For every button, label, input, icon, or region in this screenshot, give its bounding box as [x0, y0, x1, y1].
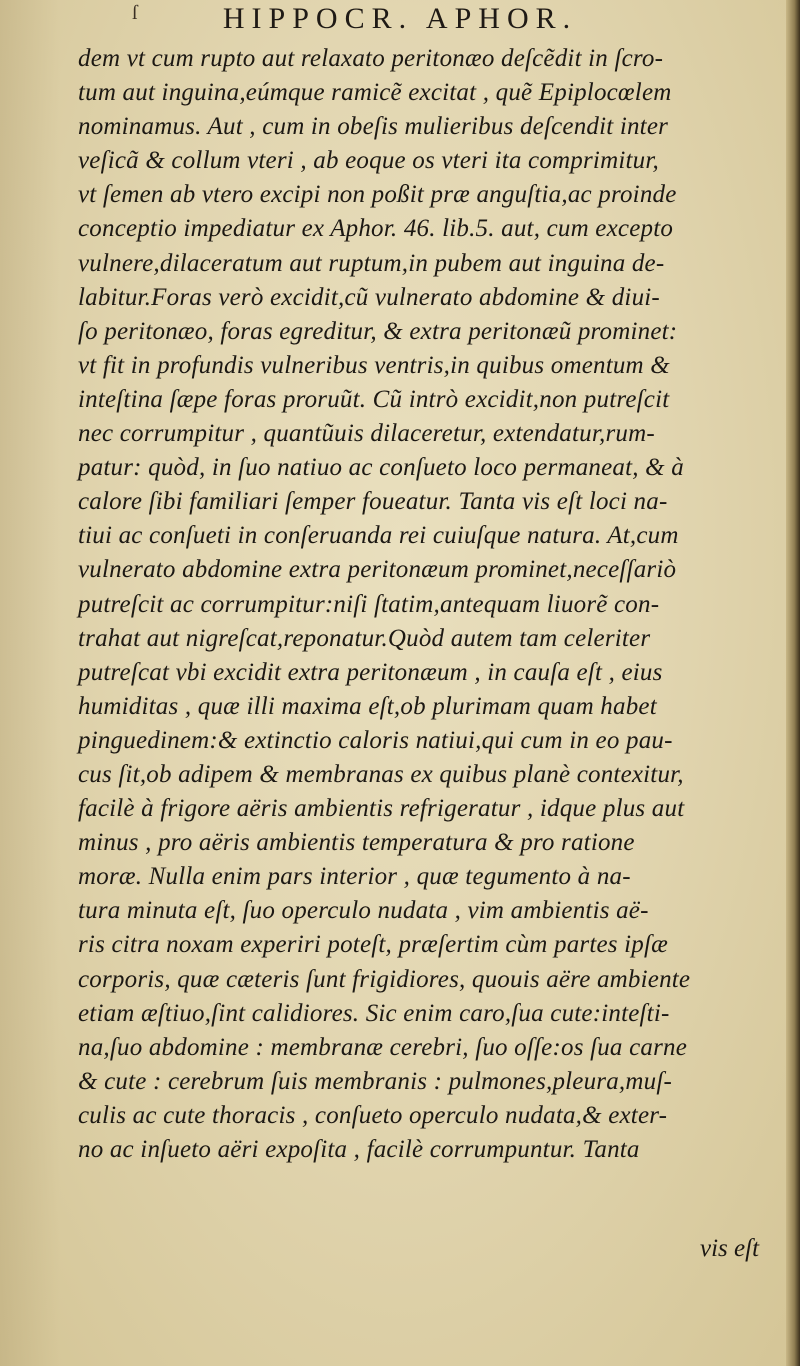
text-line: putreſcit ac corrumpitur:niſi ſtatim,antequam liuorẽ con- — [78, 590, 660, 618]
text-line: humiditas , quæ illi maxima eſt,ob plurimam quam habet — [78, 692, 657, 720]
catchword: vis eſt — [700, 1235, 760, 1262]
text-line: inteſtina ſæpe foras proruũt. Cũ intrò excidit,non putreſcit — [78, 385, 670, 413]
text-line: tiui ac conſueti in conſeruanda rei cuiuſque natura. At,cum — [78, 522, 679, 550]
text-line: vulnere,dilaceratum aut ruptum,in pubem aut inguina de- — [78, 249, 665, 277]
text-line: ris citra noxam experiri poteſt, præſertim cùm partes ipſæ — [78, 931, 669, 959]
text-line: trahat aut nigreſcat,reponatur.Quòd autem tam celeriter — [78, 624, 651, 652]
text-line: dem vt cum rupto aut relaxato peritonæo deſcẽdit in ſcro- — [78, 45, 664, 72]
text-line: ſo peritonæo, foras egreditur, & extra peritonæũ prominet: — [78, 317, 678, 345]
text-line: moræ. Nulla enim pars interior , quæ tegumento à na- — [78, 863, 631, 891]
text-line: vt fit in profundis vulneribus ventris,in quibus omentum & — [78, 351, 670, 379]
text-line: tura minuta eſt, ſuo operculo nudata , vim ambientis aë- — [78, 897, 649, 925]
text-line: tum aut inguina,eúmque ramicẽ excitat , quẽ Epiplocœlem — [78, 79, 672, 107]
text-line: calore ſibi familiari ſemper foueatur. Tanta vis eſt loci na- — [78, 488, 668, 516]
text-line: culis ac cute thoracis , conſueto operculo nudata,& exter- — [78, 1101, 668, 1129]
text-line: corporis, quæ cæteris ſunt frigidiores, quouis aëre ambiente — [78, 965, 691, 993]
text-line: patur: quòd, in ſuo natiuo ac conſueto loco permaneat, & à — [78, 454, 684, 482]
text-line: nominamus. Aut , cum in obeſis mulieribus deſcendit inter — [78, 113, 669, 141]
running-head: HIPPOCR. APHOR. — [222, 2, 578, 35]
bleed-through-mark: ſ — [132, 2, 138, 24]
body-text — [78, 42, 778, 1167]
text-line: & cute : cerebrum ſuis membranis : pulmones,pleura,muſ- — [78, 1067, 673, 1095]
text-line: facilè à frigore aëris ambientis refrigeratur , idque plus aut — [78, 795, 685, 823]
text-line: vt ſemen ab vtero excipi non poßit præ anguſtia,ac proinde — [78, 181, 677, 209]
page-edge — [786, 0, 800, 1366]
text-line: veſicã & collum vteri , ab eoque os vteri ita comprimitur, — [78, 147, 659, 175]
text-line: nec corrumpitur , quantũuis dilaceretur, extendatur,rum- — [78, 420, 655, 448]
text-line: na,ſuo abdomine : membranæ cerebri, ſuo oſſe:os ſua carne — [78, 1033, 687, 1061]
text-line: cus ſit,ob adipem & membranas ex quibus planè contexitur, — [78, 760, 684, 788]
gutter-shadow — [0, 0, 60, 1366]
text-line: vulnerato abdomine extra peritonæum prominet,neceſſariò — [78, 556, 677, 584]
text-line: minus , pro aëris ambientis temperatura & pro ratione — [78, 829, 635, 857]
text-line: pinguedinem:& extinctio caloris natiui,qui cum in eo pau- — [78, 726, 673, 754]
text-line: no ac inſueto aëri expoſita , facilè corrumpuntur. Tanta — [78, 1136, 640, 1163]
text-line: labitur.Foras verò excidit,cũ vulnerato abdomine & diui- — [78, 283, 660, 311]
text-line: conceptio impediatur ex Aphor. 46. lib.5. aut, cum excepto — [78, 215, 674, 243]
text-line: etiam æſtiuo,ſint calidiores. Sic enim caro,ſua cute:inteſti- — [78, 999, 670, 1027]
text-line: putreſcat vbi excidit extra peritonæum , in cauſa eſt , eius — [78, 658, 663, 686]
